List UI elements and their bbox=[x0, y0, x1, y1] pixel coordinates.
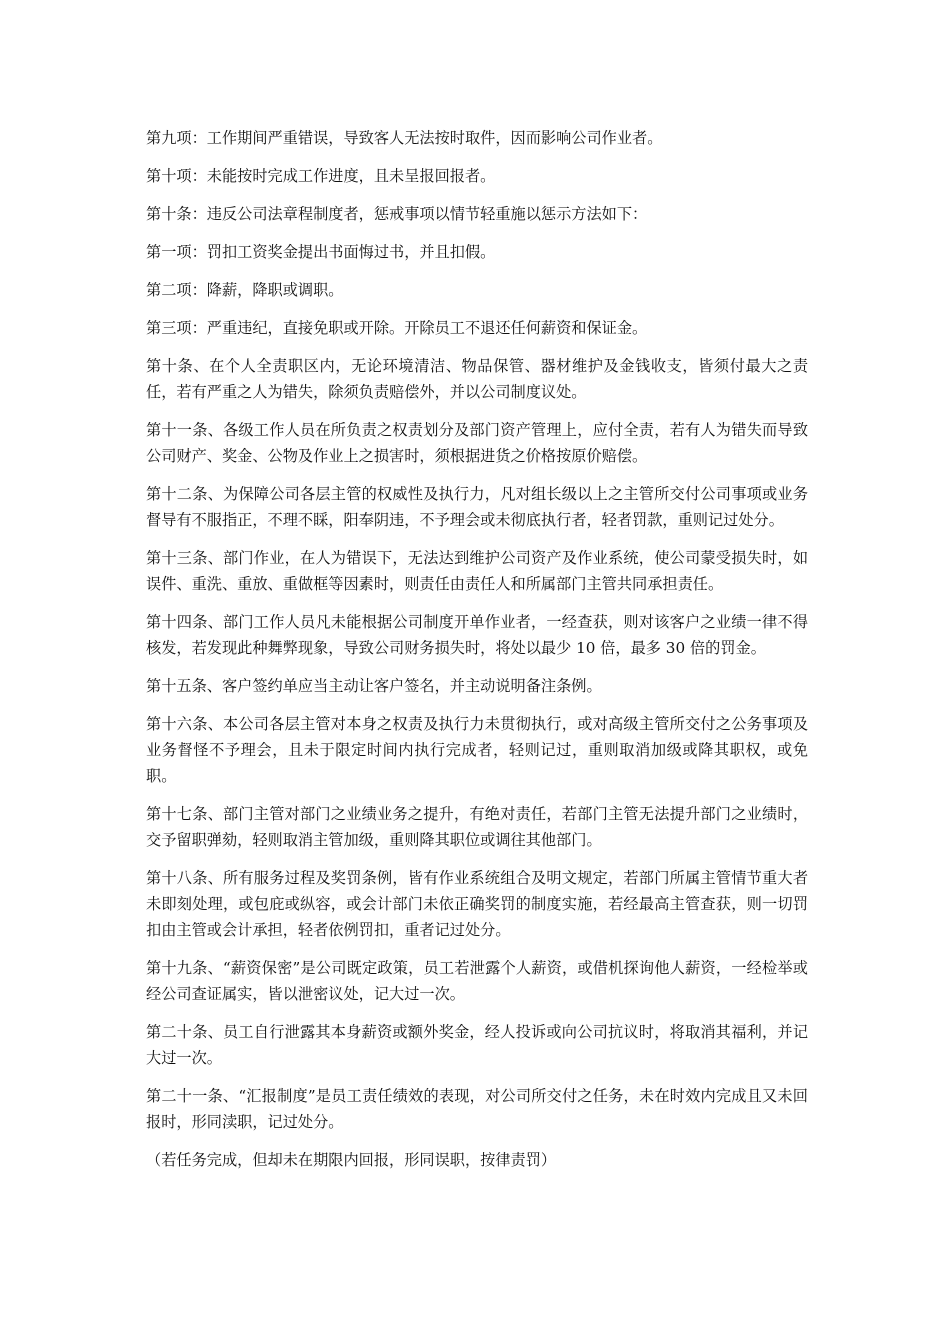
clause-9-item: 第九项：工作期间严重错误，导致客人无法按时取件，因而影响公司作业者。 bbox=[146, 129, 663, 147]
article-21-note: （若任务完成，但却未在期限内回报，形同误职，按律责罚） bbox=[146, 1151, 557, 1169]
article-19: 第十九条、“薪资保密”是公司既定政策，员工若泄露个人薪资，或借机探询他人薪资，一经检举或经公司查证属实，皆以泄密议处，记大过一次。 bbox=[146, 959, 808, 1003]
article-21: 第二十一条、“汇报制度”是员工责任绩效的表现，对公司所交付之任务，未在时效内完成且又未回报时，形同渎职，记过处分。 bbox=[146, 1087, 808, 1131]
article-16: 第十六条、本公司各层主管对本身之权责及执行力未贯彻执行，或对高级主管所交付之公务事项及业务督怪不予理会，且未于限定时间内执行完成者，轻则记过，重则取消加级或降其职权，或免职。 bbox=[146, 715, 808, 785]
document-body bbox=[146, 125, 808, 1185]
article-18: 第十八条、所有服务过程及奖罚条例，皆有作业系统组合及明文规定，若部门所属主管情节重大者未即刻处理，或包庇或纵容，或会计部门未依正确奖罚的制度实施，若经最高主管查获，则一切罚扣由主管或会计承担，轻者依例罚扣，重者记过处分。 bbox=[146, 869, 808, 939]
article-12: 第十二条、为保障公司各层主管的权威性及执行力，凡对组长级以上之主管所交付公司事项或业务督导有不服指正，不理不睬，阳奉阴违，不予理会或未彻底执行者，轻者罚款，重则记过处分。 bbox=[146, 485, 808, 529]
article-13: 第十三条、部门作业，在人为错误下，无法达到维护公司资产及作业系统，使公司蒙受损失时，如误件、重洗、重放、重做框等因素时，则责任由责任人和所属部门主管共同承担责任。 bbox=[146, 549, 808, 593]
penalty-item-1: 第一项：罚扣工资奖金提出书面悔过书，并且扣假。 bbox=[146, 243, 496, 261]
article-11: 第十一条、各级工作人员在所负责之权责划分及部门资产管理上，应付全责，若有人为错失而导致公司财产、奖金、公物及作业上之损害时，须根据进货之价格按原价赔偿。 bbox=[146, 421, 808, 465]
article-17: 第十七条、部门主管对部门之业绩业务之提升，有绝对责任，若部门主管无法提升部门之业绩时，交予留职弹劾，轻则取消主管加级，重则降其职位或调往其他部门。 bbox=[146, 805, 808, 849]
article-20: 第二十条、员工自行泄露其本身薪资或额外奖金，经人投诉或向公司抗议时，将取消其福利，并记大过一次。 bbox=[146, 1023, 808, 1067]
article-14: 第十四条、部门工作人员凡未能根据公司制度开单作业者，一经查获，则对该客户之业绩一律不得核发，若发现此种舞弊现象，导致公司财务损失时，将处以最少 10 倍，最多 30 倍的罚金。 bbox=[146, 613, 808, 657]
penalty-item-2: 第二项：降薪，降职或调职。 bbox=[146, 281, 344, 299]
article-15: 第十五条、客户签约单应当主动让客户签名，并主动说明备注条例。 bbox=[146, 677, 602, 695]
clause-10-item: 第十项：未能按时完成工作进度，且未呈报回报者。 bbox=[146, 167, 496, 185]
penalty-item-3: 第三项：严重违纪，直接免职或开除。开除员工不退还任何薪资和保证金。 bbox=[146, 319, 648, 337]
clause-10-penalties: 第十条：违反公司法章程制度者，惩戒事项以情节轻重施以惩示方法如下： bbox=[146, 205, 648, 223]
article-10: 第十条、在个人全责职区内，无论环境清洁、物品保管、器材维护及金钱收支，皆须付最大之责任，若有严重之人为错失，除须负责赔偿外，并以公司制度议处。 bbox=[146, 357, 808, 401]
